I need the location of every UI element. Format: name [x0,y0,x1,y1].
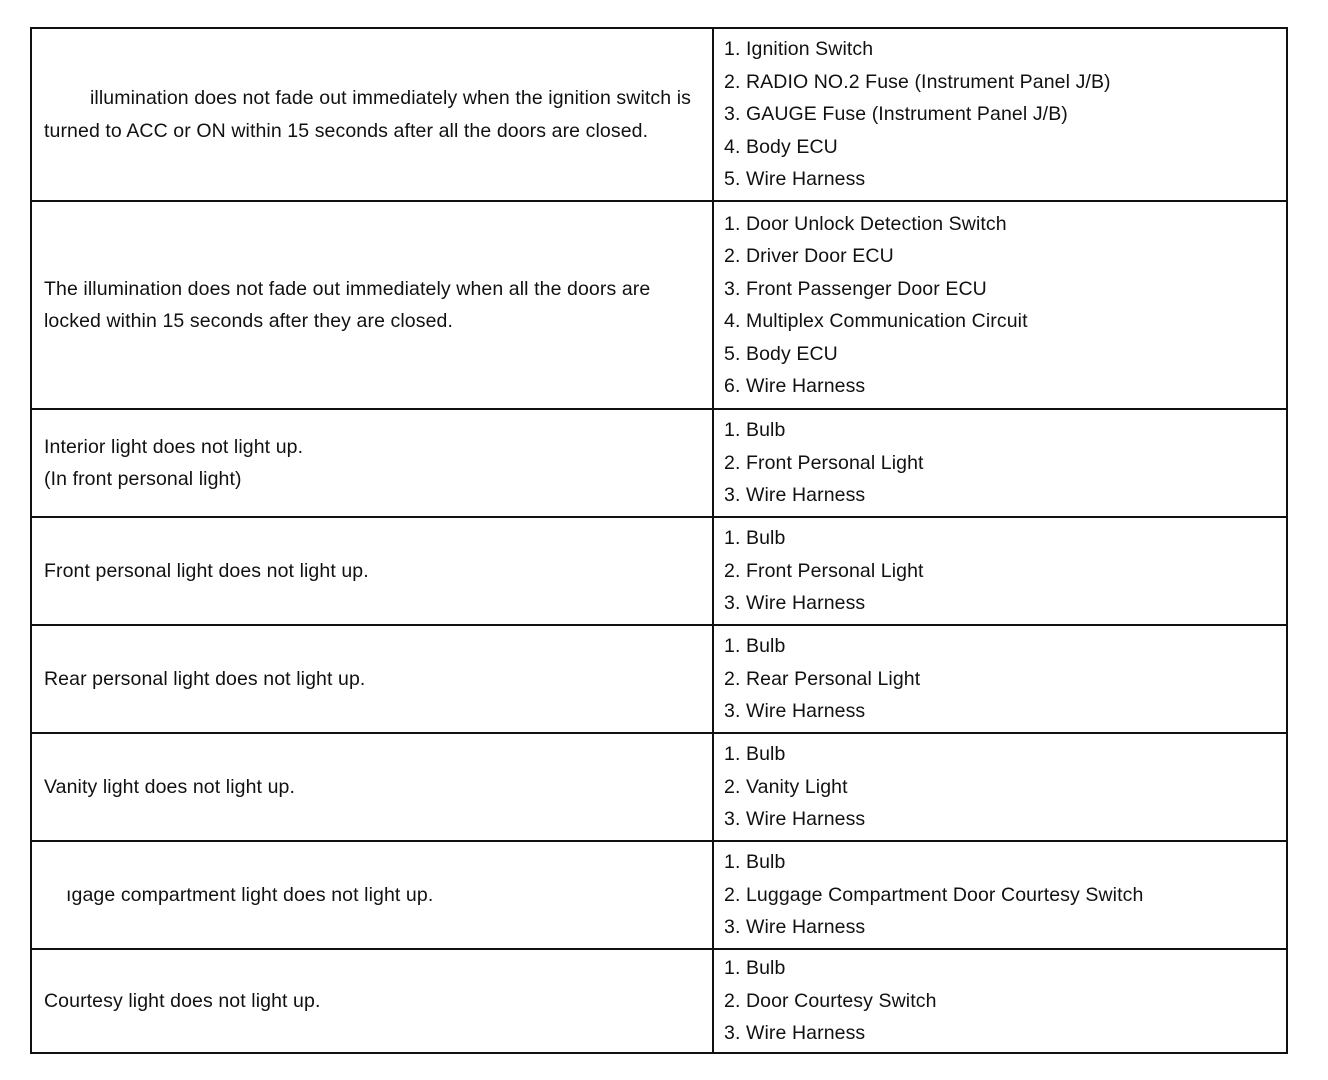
table-row [31,201,1287,409]
list-item: 3. Wire Harness [724,592,866,615]
table-row [31,517,1287,625]
part-list [724,952,1286,1050]
symptom-text: ıgage compartment light does not light up. [66,883,434,906]
symptom-text: illumination does not fade out immediately when the ignition switch is turned to ACC or ON within 15 seconds after all the doors are closed. [44,87,691,142]
part-list [724,414,1286,512]
symptom-cell [31,517,713,625]
list-item: 1. Bulb [724,851,786,874]
parts-cell [713,625,1287,733]
list-item: 1. Bulb [724,743,786,766]
symptom-cell [31,409,713,517]
list-item: 2. Driver Door ECU [724,245,894,267]
table-row [31,949,1287,1053]
table-row [31,733,1287,841]
list-item: 2. Rear Personal Light [724,667,921,690]
part-list [724,846,1286,944]
part-list [724,208,1286,403]
symptom-cell [31,625,713,733]
list-item: 3. Wire Harness [724,916,866,939]
symptom-cell [31,949,713,1053]
list-item: 2. RADIO NO.2 Fuse (Instrument Panel J/B) [724,70,1111,93]
list-item: 2. Vanity Light [724,775,848,798]
part-list [724,33,1286,196]
list-item: 1. Door Unlock Detection Switch [724,212,1007,235]
symptom-cell [31,28,713,201]
parts-cell [713,733,1287,841]
list-item: 5. Wire Harness [724,168,866,191]
symptom-cell [31,841,713,949]
symptom-text: Vanity light does not light up. [44,775,295,798]
list-item: 6. Wire Harness [724,375,866,397]
trouble-table [30,27,1288,1054]
list-item: 2. Front Personal Light [724,559,924,582]
parts-cell [713,949,1287,1053]
list-item: 3. Wire Harness [724,808,866,831]
list-item: 1. Bulb [724,957,786,980]
list-item: 1. Bulb [724,635,786,658]
symptom-text: Rear personal light does not light up. [44,667,366,690]
list-item: 2. Luggage Compartment Door Courtesy Switch [724,883,1144,906]
list-item: 4. Body ECU [724,135,838,158]
symptom-text: Interior light does not light up. [44,435,304,458]
list-item: 4. Multiplex Communication Circuit [724,310,1028,332]
parts-cell [713,28,1287,201]
list-item: 1. Bulb [724,419,786,442]
part-list [724,630,1286,728]
table-row [31,625,1287,733]
list-item: 3. Wire Harness [724,1022,866,1045]
list-item: 3. Wire Harness [724,484,866,507]
list-item: 3. GAUGE Fuse (Instrument Panel J/B) [724,103,1068,126]
parts-cell [713,409,1287,517]
table-row [31,28,1287,201]
list-item: 3. Wire Harness [724,700,866,723]
list-item: 1. Bulb [724,527,786,550]
table-row [31,841,1287,949]
parts-cell [713,517,1287,625]
part-list [724,522,1286,620]
part-list [724,738,1286,836]
symptom-text: Courtesy light does not light up. [44,989,321,1012]
list-item: 2. Door Courtesy Switch [724,989,937,1012]
parts-cell [713,201,1287,409]
parts-cell [713,841,1287,949]
table-row [31,409,1287,517]
list-item: 5. Body ECU [724,342,838,365]
symptom-cell [31,201,713,409]
list-item: 1. Ignition Switch [724,38,874,61]
list-item: 3. Front Passenger Door ECU [724,277,987,300]
symptom-text: Front personal light does not light up. [44,559,369,582]
symptom-cell [31,733,713,841]
symptom-text: The illumination does not fade out immediately when all the doors are locked within 15 seconds after they are closed. [44,277,651,332]
symptom-subtext: (In front personal light) [44,468,242,490]
list-item: 2. Front Personal Light [724,451,924,474]
